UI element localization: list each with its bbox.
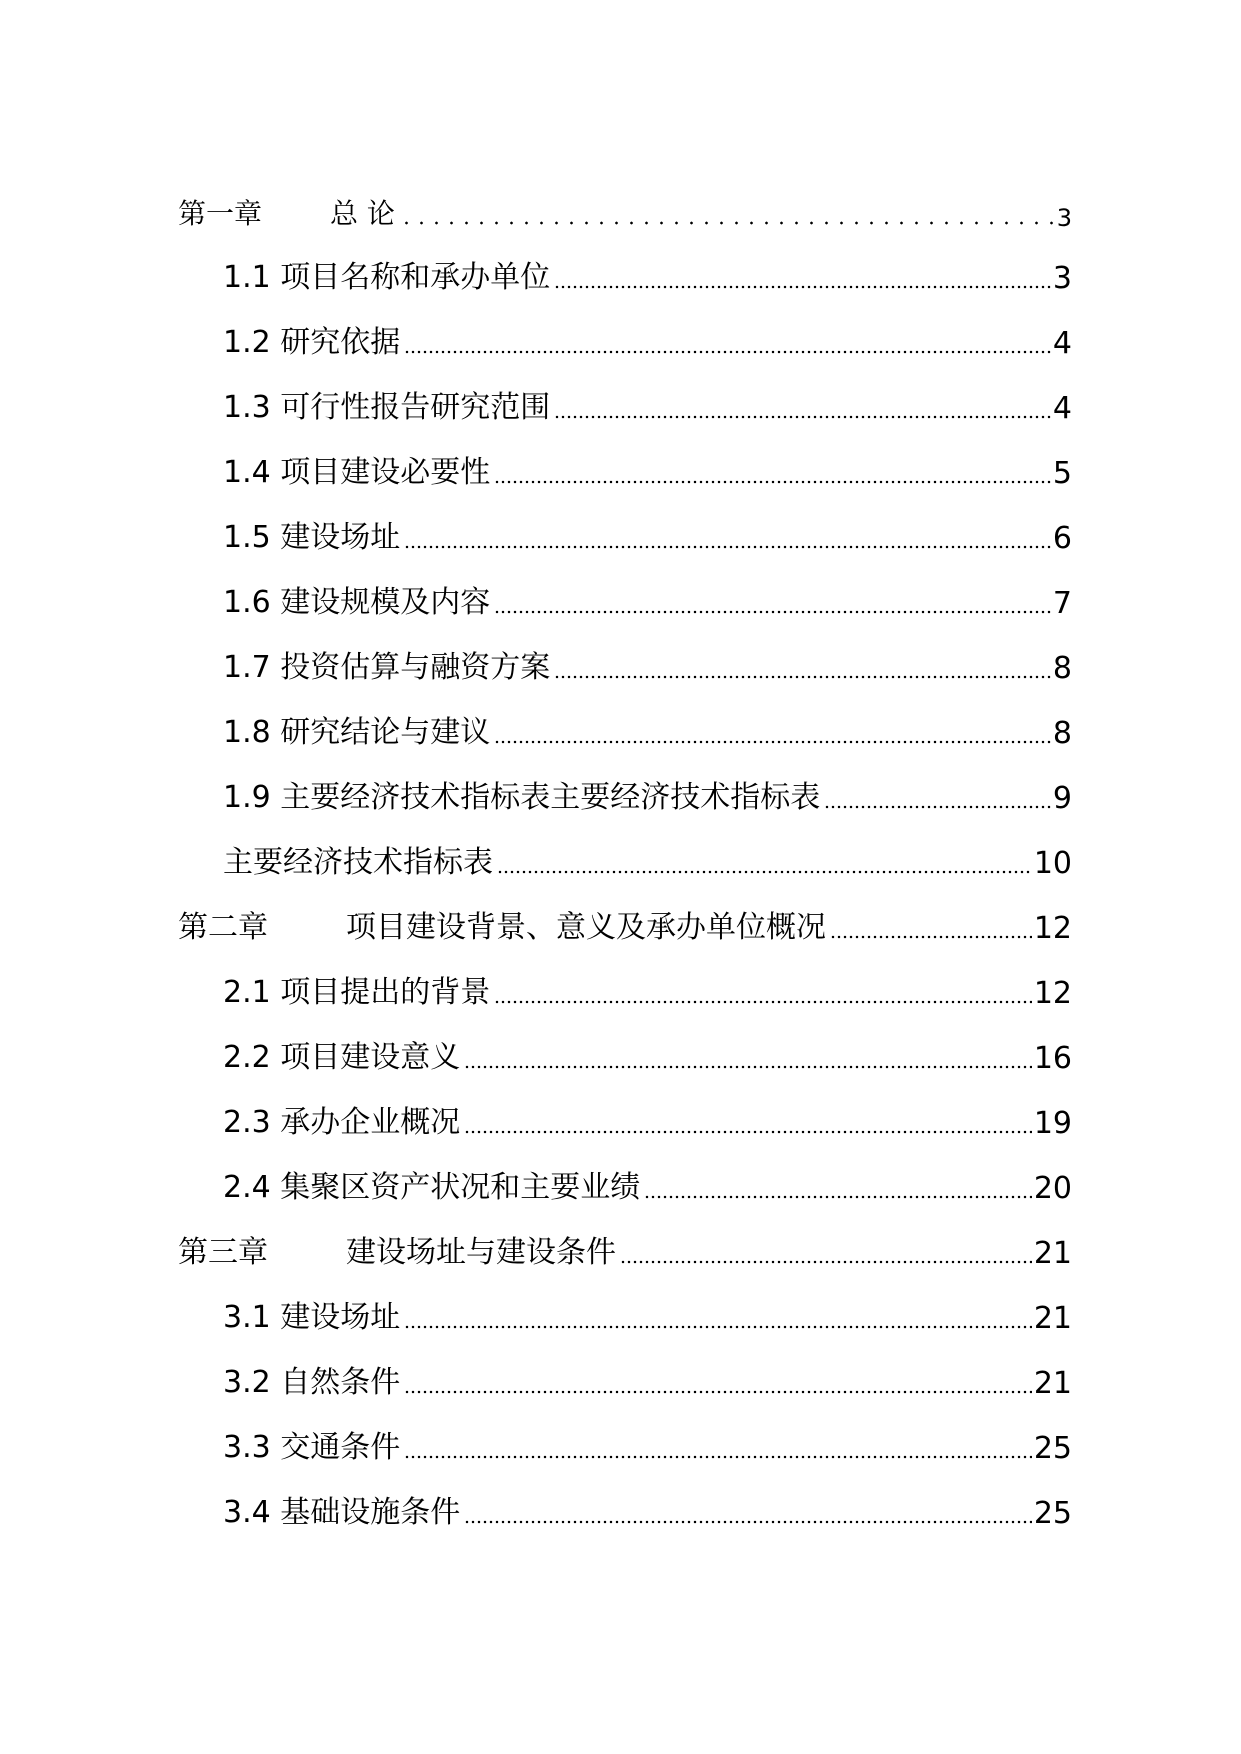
page-number: 25 [1033, 1431, 1072, 1466]
page-number: 19 [1033, 1106, 1072, 1141]
toc-chapter-2[interactable] [178, 904, 1072, 946]
section-title: 1.9 主要经济技术指标表主要经济技术指标表 [223, 780, 821, 815]
section-title: 3.2 自然条件 [223, 1365, 401, 1400]
toc-section-1-5[interactable] [223, 514, 1072, 556]
toc-section-1-8[interactable] [223, 709, 1072, 751]
page-number: 10 [1033, 846, 1072, 881]
page-number: 8 [1052, 716, 1072, 751]
section-title: 1.8 研究结论与建议 [223, 715, 491, 750]
toc-section-2-2[interactable] [223, 1034, 1072, 1076]
section-title: 2.2 项目建设意义 [223, 1040, 461, 1075]
section-title: 1.3 可行性报告研究范围 [223, 390, 551, 425]
dot-leader [620, 1260, 1032, 1264]
page-number: 20 [1033, 1171, 1072, 1206]
section-title: 2.3 承办企业概况 [223, 1105, 461, 1140]
dot-leader [404, 1455, 1032, 1459]
dot-leader [399, 221, 1055, 225]
dot-leader [497, 870, 1032, 874]
dot-leader [644, 1195, 1032, 1199]
toc-section-1-7[interactable] [223, 644, 1072, 686]
section-title: 1.1 项目名称和承办单位 [223, 260, 551, 295]
page-number: 6 [1052, 521, 1072, 556]
toc-section-1-6[interactable] [223, 579, 1072, 621]
chapter-label: 第一章 [178, 197, 263, 230]
section-title: 1.7 投资估算与融资方案 [223, 650, 551, 685]
section-title: 1.6 建设规模及内容 [223, 585, 491, 620]
dot-leader [494, 740, 1051, 744]
page-number: 9 [1052, 781, 1072, 816]
section-title: 主要经济技术指标表 [223, 845, 493, 880]
toc-section-indicator-table[interactable] [223, 839, 1072, 881]
page-number: 16 [1033, 1041, 1072, 1076]
dot-leader [464, 1520, 1032, 1524]
page-number: 21 [1033, 1301, 1072, 1336]
section-title: 2.1 项目提出的背景 [223, 975, 491, 1010]
dot-leader [404, 545, 1051, 549]
toc-section-1-1[interactable] [223, 254, 1072, 296]
dot-leader [824, 805, 1051, 809]
toc-section-3-3[interactable] [223, 1424, 1072, 1466]
section-title: 1.2 研究依据 [223, 325, 401, 360]
page-number: 8 [1052, 651, 1072, 686]
dot-leader [464, 1065, 1032, 1069]
toc-chapter-1[interactable] [178, 192, 1072, 232]
page-number: 25 [1033, 1496, 1072, 1531]
section-title: 2.4 集聚区资产状况和主要业绩 [223, 1170, 641, 1205]
chapter-label: 第二章 [178, 910, 268, 945]
chapter-title: 项目建设背景、意义及承办单位概况 [346, 910, 826, 945]
toc-section-2-3[interactable] [223, 1099, 1072, 1141]
page-number: 4 [1052, 391, 1072, 426]
toc-section-1-4[interactable] [223, 449, 1072, 491]
page-number: 7 [1052, 586, 1072, 621]
page-number: 3 [1052, 261, 1072, 296]
toc-section-3-2[interactable] [223, 1359, 1072, 1401]
chapter-title: 总 论 [330, 197, 395, 230]
dot-leader [494, 610, 1051, 614]
chapter-label: 第三章 [178, 1235, 268, 1270]
page-number: 21 [1033, 1236, 1072, 1271]
page-number: 5 [1052, 456, 1072, 491]
dot-leader [404, 350, 1051, 354]
dot-leader [464, 1130, 1032, 1134]
page-number: 12 [1033, 976, 1072, 1011]
dot-leader [494, 480, 1051, 484]
dot-leader [404, 1390, 1032, 1394]
dot-leader [554, 415, 1051, 419]
section-title: 1.4 项目建设必要性 [223, 455, 491, 490]
dot-leader [494, 1000, 1032, 1004]
dot-leader [554, 285, 1051, 289]
toc-section-1-9[interactable] [223, 774, 1072, 816]
toc-section-3-1[interactable] [223, 1294, 1072, 1336]
toc-chapter-3[interactable] [178, 1229, 1072, 1271]
page-number: 21 [1033, 1366, 1072, 1401]
toc-section-2-1[interactable] [223, 969, 1072, 1011]
page-number: 4 [1052, 326, 1072, 361]
toc-section-1-3[interactable] [223, 384, 1072, 426]
dot-leader [554, 675, 1051, 679]
chapter-title: 建设场址与建设条件 [346, 1235, 616, 1270]
section-title: 3.4 基础设施条件 [223, 1495, 461, 1530]
section-title: 3.3 交通条件 [223, 1430, 401, 1465]
dot-leader [404, 1325, 1032, 1329]
toc-section-1-2[interactable] [223, 319, 1072, 361]
dot-leader [830, 935, 1032, 939]
page-number: 12 [1033, 911, 1072, 946]
page-number: 3 [1056, 204, 1072, 232]
toc-section-3-4[interactable] [223, 1489, 1072, 1531]
toc-section-2-4[interactable] [223, 1164, 1072, 1206]
section-title: 3.1 建设场址 [223, 1300, 401, 1335]
section-title: 1.5 建设场址 [223, 520, 401, 555]
